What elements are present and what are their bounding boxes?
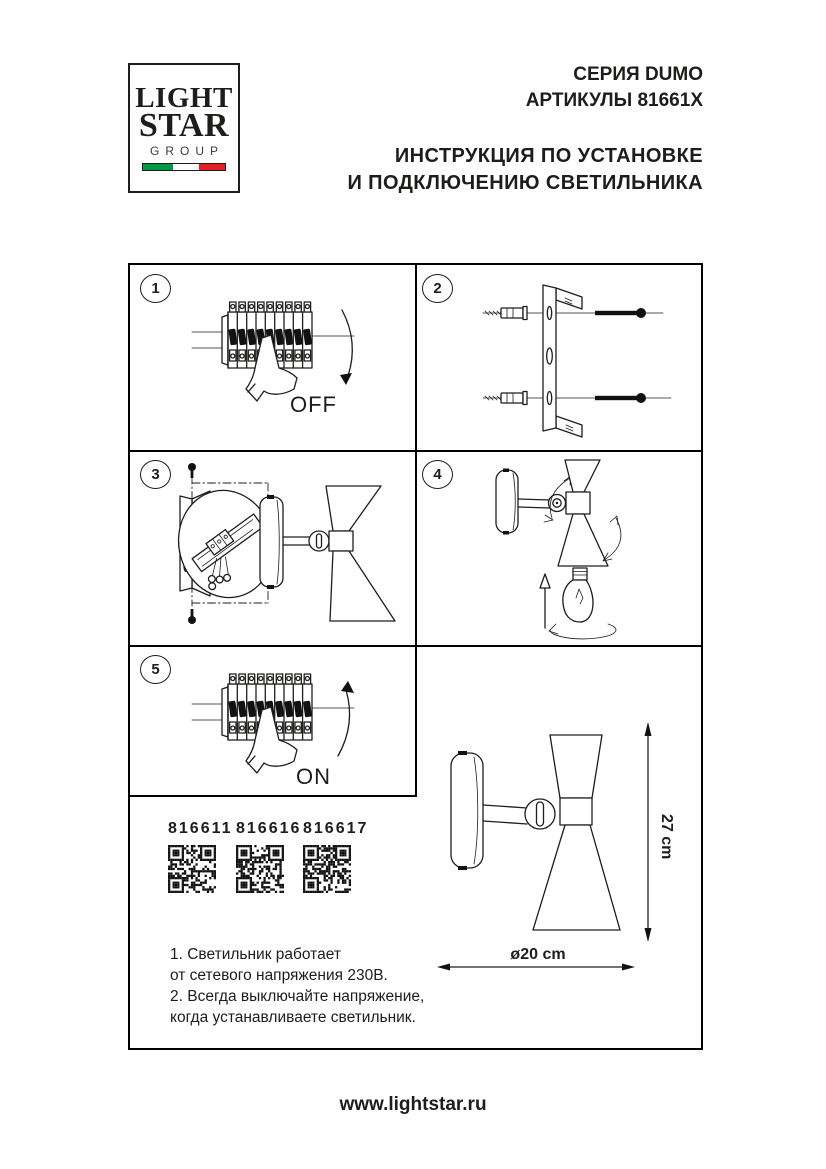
screw-icon bbox=[188, 609, 196, 624]
tilt-arrow-icon bbox=[603, 516, 621, 561]
arrow-up-head-icon bbox=[341, 681, 354, 693]
lamp-canopy-drawing bbox=[260, 495, 283, 589]
lightstar-logo bbox=[128, 63, 240, 193]
note-line: когда устанавливаете светильник. bbox=[170, 1009, 416, 1026]
lamp-canopy-drawing bbox=[496, 469, 518, 535]
article-number: 816611 bbox=[168, 820, 233, 837]
grid-divider-vertical bbox=[415, 265, 417, 797]
lamp-shade-drawing bbox=[558, 460, 608, 566]
height-dimension bbox=[645, 722, 676, 942]
off-label: OFF bbox=[290, 392, 337, 417]
note-line: 1. Светильник работает bbox=[170, 946, 341, 963]
lamp-shade-drawing bbox=[533, 735, 620, 930]
arrow-down-head-icon bbox=[340, 373, 352, 385]
lamp-shade-drawing bbox=[326, 486, 395, 621]
circuit-breaker-drawing bbox=[192, 302, 354, 401]
step-5-badge: 5 bbox=[140, 655, 171, 684]
arrow-down-icon bbox=[342, 310, 352, 376]
step5-breaker-on-illustration bbox=[178, 660, 378, 800]
lamp-arm-drawing bbox=[518, 495, 566, 512]
step-2-badge: 2 bbox=[422, 274, 453, 303]
title-line2: И ПОДКЛЮЧЕНИЮ СВЕТИЛЬНИКА bbox=[347, 172, 703, 194]
arrow-up-icon bbox=[338, 690, 350, 756]
qr-code bbox=[168, 845, 216, 893]
height-dimension-label: 27 cm bbox=[658, 814, 675, 860]
step3-assembly-illustration bbox=[138, 460, 413, 642]
safety-notes bbox=[170, 944, 424, 1028]
italian-flag-icon bbox=[142, 163, 226, 171]
logo-word-light: LIGHT bbox=[135, 81, 233, 114]
on-label: ON bbox=[296, 764, 331, 789]
product-816617 bbox=[303, 820, 373, 893]
mounting-axis-lines bbox=[483, 313, 671, 398]
title-line1: ИНСТРУКЦИЯ ПО УСТАНОВКЕ bbox=[394, 145, 703, 167]
note-line: от сетевого напряжения 230В. bbox=[170, 967, 388, 984]
product-816611 bbox=[168, 820, 238, 893]
flag-red bbox=[199, 164, 225, 170]
lamp-arm-drawing bbox=[483, 799, 555, 829]
step-4-badge: 4 bbox=[422, 460, 453, 489]
screw-icon bbox=[188, 463, 196, 478]
product-816616 bbox=[236, 820, 306, 893]
insert-arrow-icon bbox=[540, 574, 550, 628]
flag-white bbox=[173, 164, 199, 170]
lamp-canopy-drawing bbox=[451, 751, 483, 870]
articles-title: АРТИКУЛЫ 81661X bbox=[525, 90, 703, 111]
qr-code bbox=[236, 845, 284, 893]
diameter-dimension bbox=[437, 946, 635, 971]
article-number: 816616 bbox=[236, 820, 302, 837]
screw-in-arrow-icon bbox=[549, 624, 616, 639]
qr-code bbox=[303, 845, 351, 893]
mounting-bracket-drawing bbox=[543, 285, 582, 437]
step-3-badge: 3 bbox=[140, 460, 171, 489]
light-bulb-icon bbox=[563, 568, 593, 622]
lamp-arm-drawing bbox=[283, 531, 329, 551]
website-link: www.lightstar.ru bbox=[339, 1094, 487, 1115]
circuit-breaker-drawing bbox=[192, 674, 354, 773]
wall-anchor-icon bbox=[485, 307, 527, 320]
article-number: 816617 bbox=[303, 820, 369, 837]
step2-bracket-illustration bbox=[475, 278, 675, 443]
logo-word-group: GROUP bbox=[149, 143, 224, 158]
mounting-screw-icon bbox=[595, 308, 646, 318]
mounting-screw-icon bbox=[595, 393, 646, 403]
step1-breaker-off-illustration bbox=[178, 288, 378, 428]
step4-adjustment-illustration bbox=[432, 456, 692, 642]
step-1-badge: 1 bbox=[140, 274, 171, 303]
series-title: СЕРИЯ DUMO bbox=[573, 64, 703, 85]
dimensions-illustration bbox=[430, 650, 692, 1048]
document-header bbox=[347, 62, 703, 197]
flag-green bbox=[143, 164, 173, 170]
logo-word-star: STAR bbox=[138, 106, 230, 144]
note-line: 2. Всегда выключайте напряжение, bbox=[170, 988, 425, 1005]
diameter-dimension-label: ø20 cm bbox=[510, 946, 566, 963]
wall-anchor-icon bbox=[485, 392, 527, 405]
page-title bbox=[347, 143, 703, 197]
